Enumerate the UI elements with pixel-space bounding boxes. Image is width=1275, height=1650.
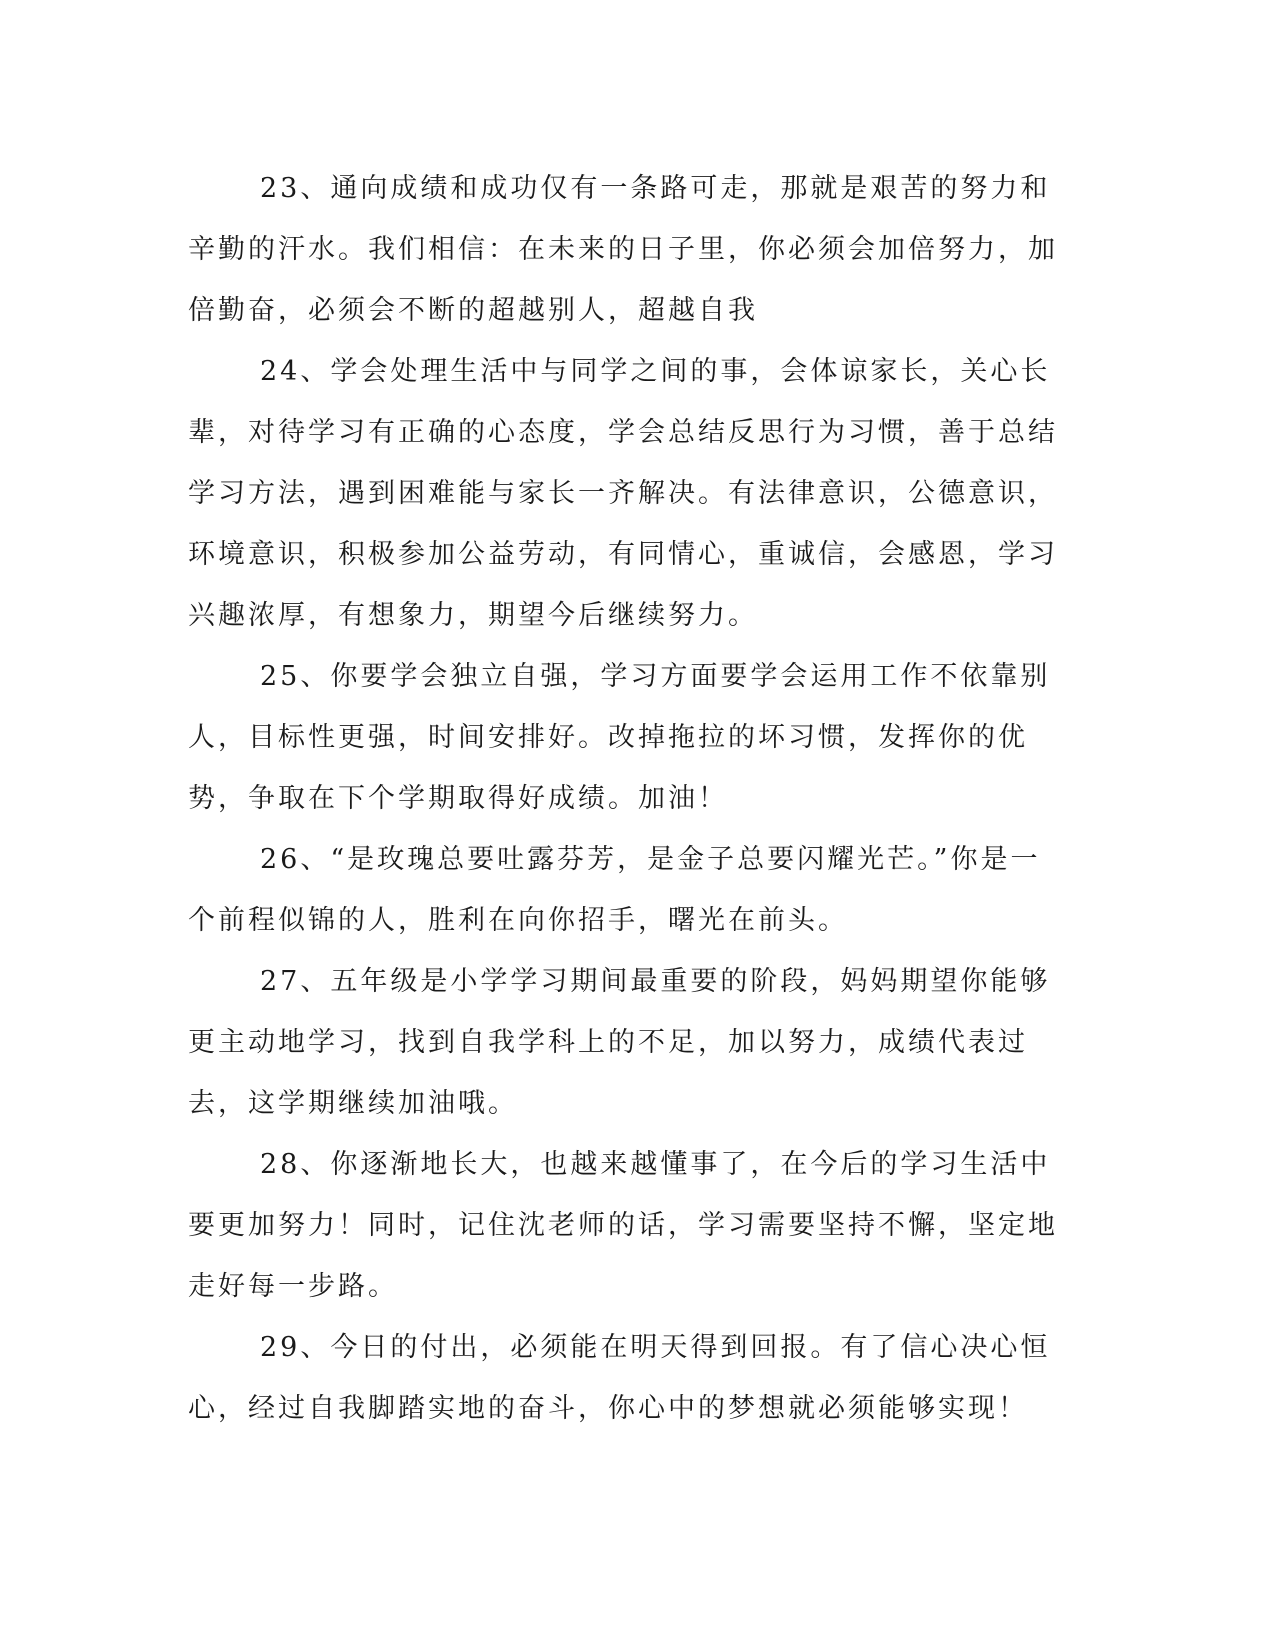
paragraph-27: 27、五年级是小学学习期间最重要的阶段，妈妈期望你能够更主动地学习，找到自我学科上的不足，加以努力，成绩代表过去，这学期继续加油哦。 [188, 966, 1051, 1119]
paragraph-24: 24、学会处理生活中与同学之间的事，会体谅家长，关心长辈，对待学习有正确的心态度，学会总结反思行为习惯，善于总结学习方法，遇到困难能与家长一齐解决。有法律意识，公德意识，环境意识，积极参加公益劳动，有同情心，重诚信，会感恩，学习兴趣浓厚，有想象力，期望今后继续努力。 [188, 356, 1058, 631]
paragraph-26: 26、“是玫瑰总要吐露芬芳，是金子总要闪耀光芒。”你是一个前程似锦的人，胜利在向你招手，曙光在前头。 [188, 844, 1041, 936]
document-body [188, 158, 1068, 1439]
paragraph-25: 25、你要学会独立自强，学习方面要学会运用工作不依靠别人，目标性更强，时间安排好。改掉拖拉的坏习惯，发挥你的优势，争取在下个学期取得好成绩。加油！ [188, 661, 1051, 814]
paragraph-23: 23、通向成绩和成功仅有一条路可走，那就是艰苦的努力和辛勤的汗水。我们相信：在未来的日子里，你必须会加倍努力，加倍勤奋，必须会不断的超越别人，超越自我 [188, 173, 1058, 326]
paragraph-28: 28、你逐渐地长大，也越来越懂事了，在今后的学习生活中要更加努力！同时，记住沈老师的话，学习需要坚持不懈，坚定地走好每一步路。 [188, 1149, 1058, 1302]
paragraph-29: 29、今日的付出，必须能在明天得到回报。有了信心决心恒心，经过自我脚踏实地的奋斗，你心中的梦想就必须能够实现！ [188, 1332, 1051, 1424]
